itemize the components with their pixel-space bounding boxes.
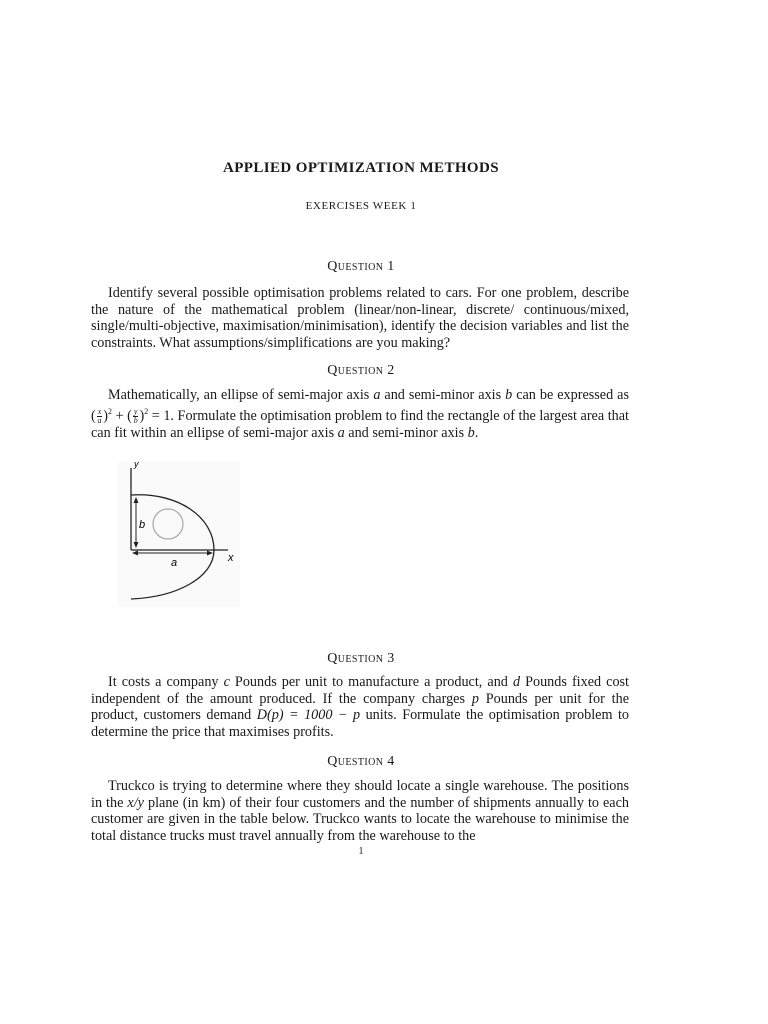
question-4-heading: Question 4 xyxy=(327,754,395,769)
question-4-text: Truckco is trying to determine where they should locate a single warehouse. The positions in the x/y plane (in km) of their four customers and the number of shipments annually to each customer are given in the table below. Truckco wants to locate the warehouse to minimise the total distance trucks must travel annually from the warehouse to the xyxy=(91,778,629,844)
x-axis-label: x xyxy=(228,552,234,564)
question-2-text: Mathematically, an ellipse of semi-major axis a and semi-minor axis b can be expressed as ( $\frac{x}{a}$ )$^2$ + ( $\frac{y}{b}$ )$^2$ = 1. Formulate the optimisation problem to find the rectangle of the largest area that can fit within an ellipse of semi-major axis a and semi-minor axis b. xyxy=(91,387,629,441)
question-2-heading: Question 2 xyxy=(327,363,395,378)
y-axis-label: y xyxy=(134,462,139,469)
document-subtitle: EXERCISES WEEK 1 xyxy=(305,200,417,212)
ellipse-figure xyxy=(118,462,240,607)
a-label: a xyxy=(171,557,178,569)
b-label: b xyxy=(139,519,146,531)
page-number: 1 xyxy=(358,846,364,857)
ellipse-equation: ( $\frac{x}{a}$ )$^2$ + ( $\frac{y}{b}$ )$^2$ = 1. xyxy=(91,406,174,425)
document-title: APPLIED OPTIMIZATION METHODS xyxy=(223,160,499,176)
question-1-text: Identify several possible optimisation problems related to cars. For one problem, describe the nature of the mathematical problem (linear/non-linear, discrete/ continuous/mixed, single/multi-objective, maximisation/minimisation), identify the decision variables and list the constraints. What assumptions/simplifications are you making? xyxy=(91,285,629,351)
question-3-text: It costs a company c Pounds per unit to manufacture a product, and d Pounds fixed cost independent of the amount produced. If the company charges p Pounds per unit for the product, customers demand D(p) = 1000 − p units. Formulate the optimisation problem to determine the price that maximises profits. xyxy=(91,674,630,740)
question-1-heading: Question 1 xyxy=(327,259,395,274)
question-3-heading: Question 3 xyxy=(327,651,395,666)
